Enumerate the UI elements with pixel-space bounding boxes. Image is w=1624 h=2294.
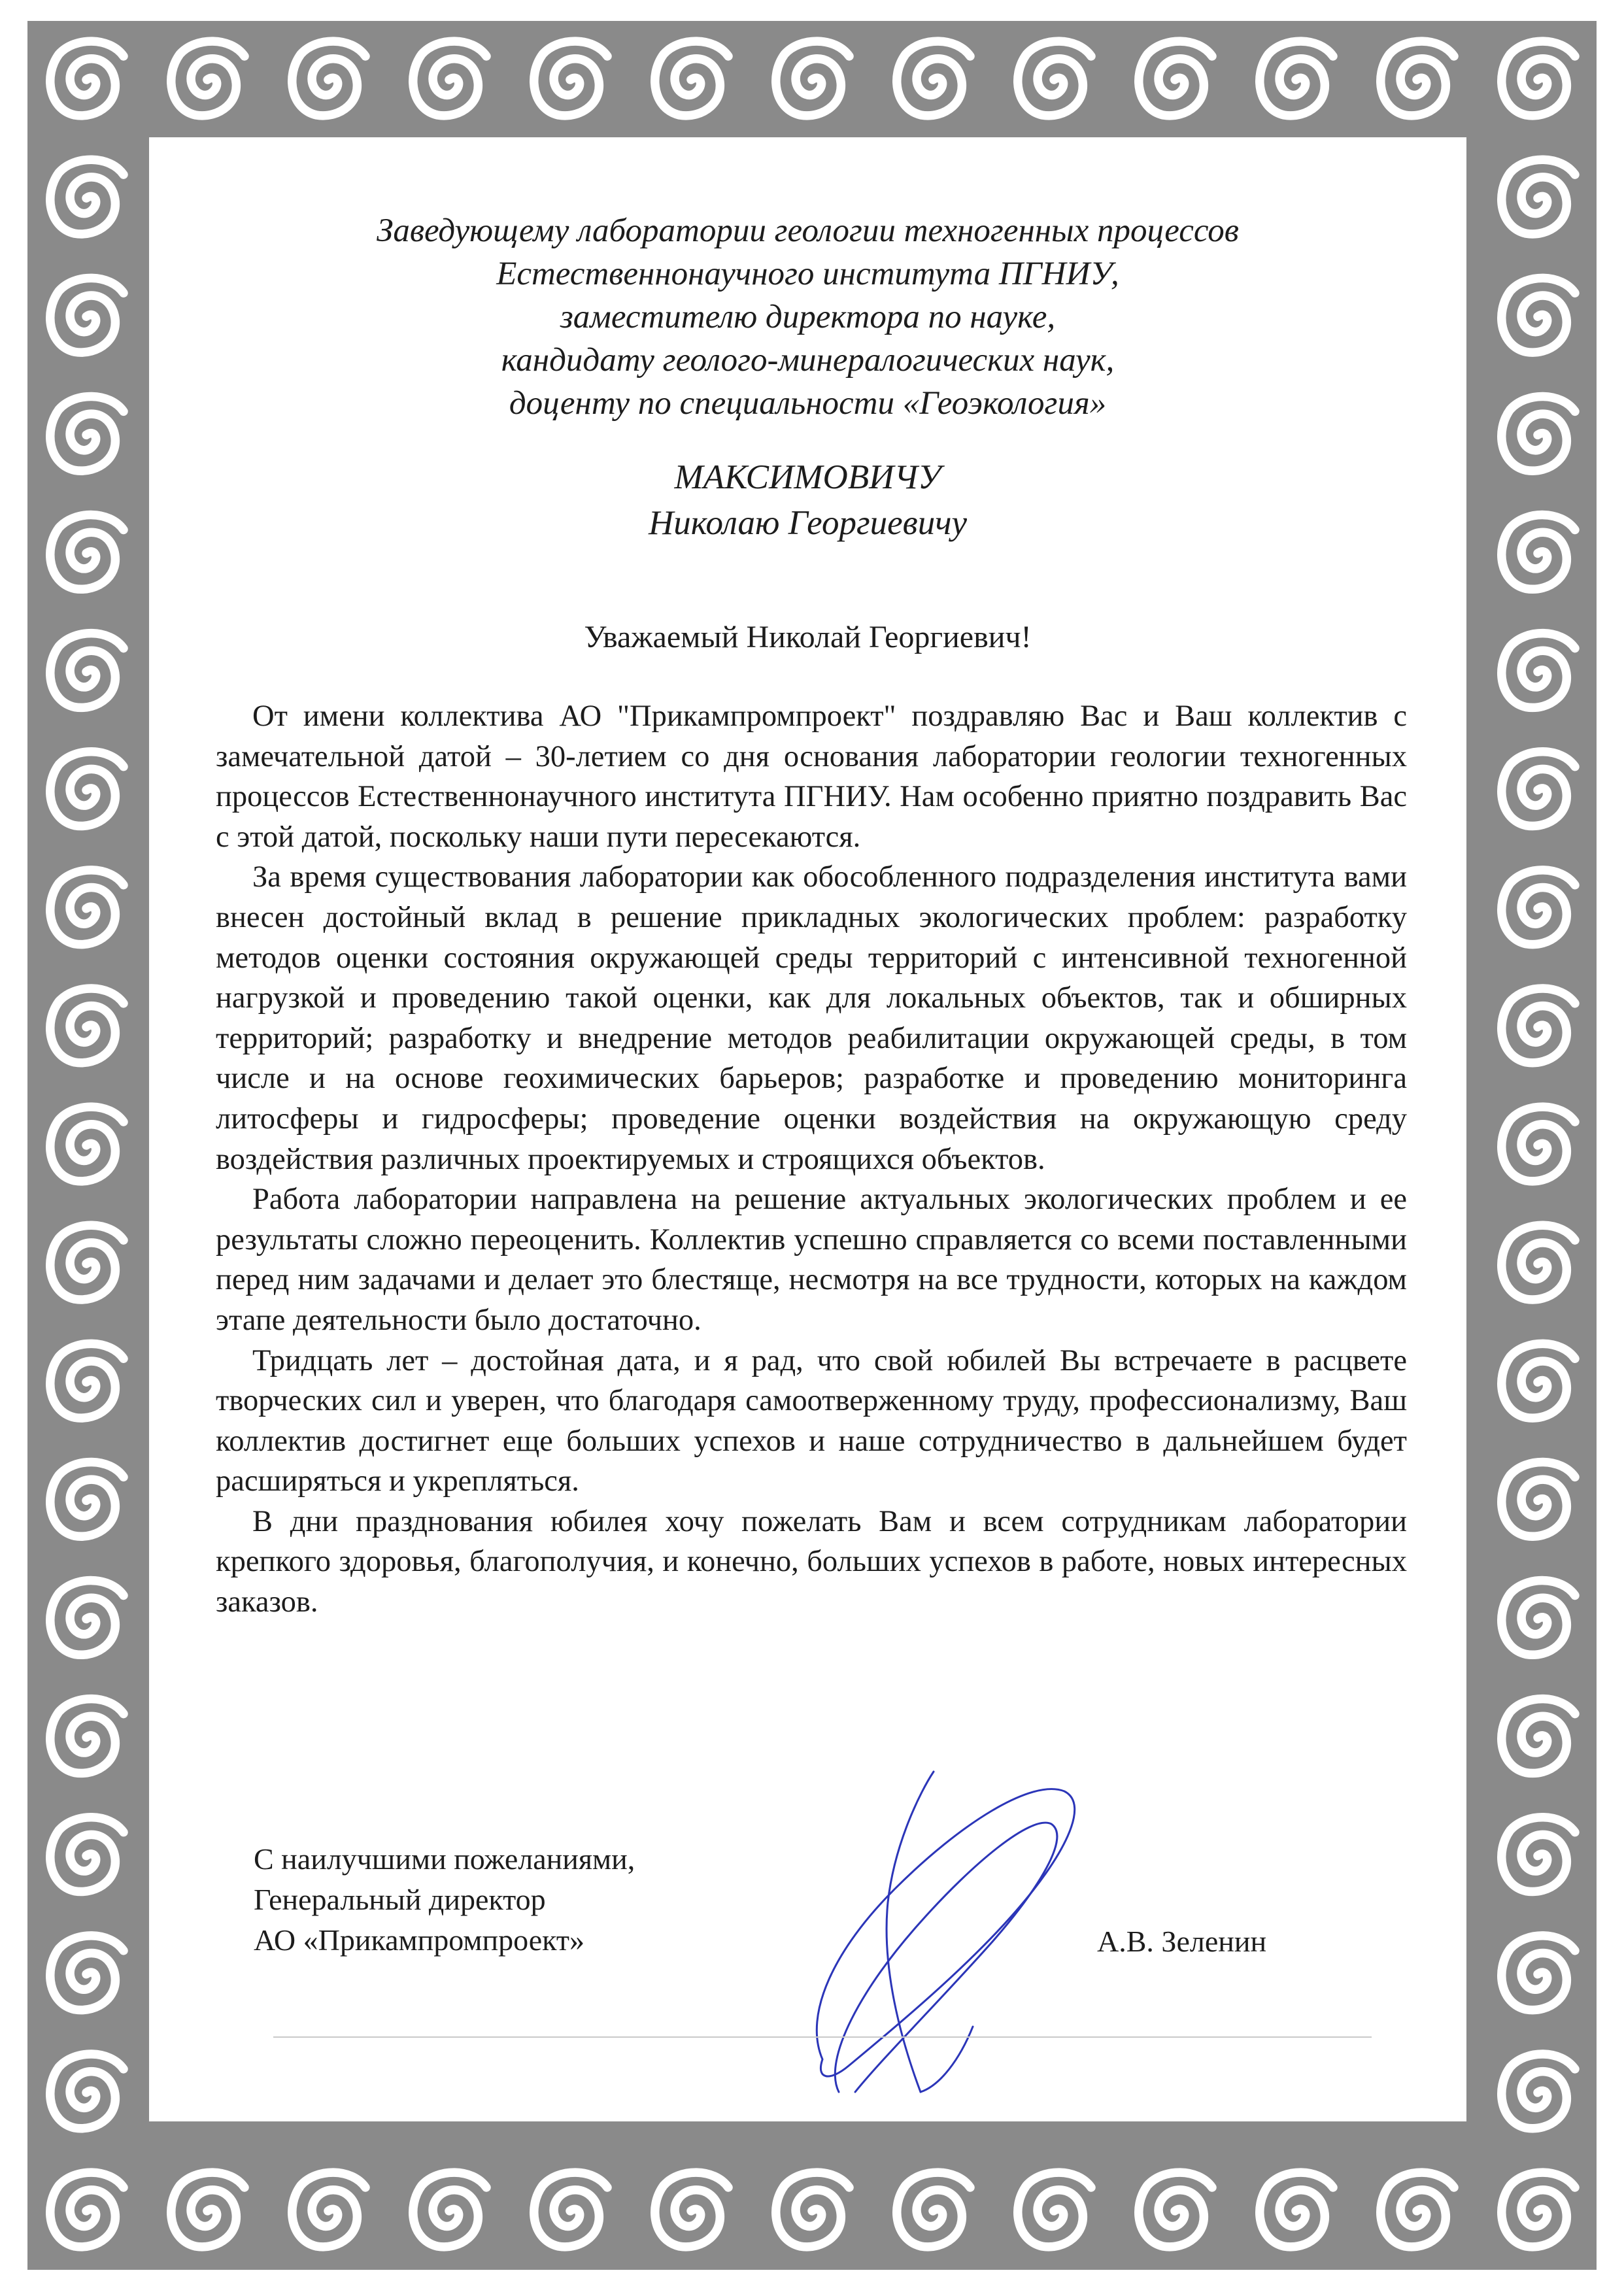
addressee-name — [149, 454, 1466, 546]
handwritten-signature — [724, 1752, 1143, 2118]
paragraph-3: Работа лаборатории направлена на решение актуальных экологических проблем и ее результаты сложно переоценить. Коллектив успешно справляется со всеми поставленными перед ним задачами и делает это блестяще, несмотря на все трудности, которых на каждом этапе деятельности было достаточно. — [216, 1183, 1407, 1337]
closing-block — [254, 1839, 635, 1961]
closing-wishes: С наилучшими пожеланиями, — [254, 1842, 635, 1876]
signer-name: А.В. Зеленин — [1097, 1925, 1267, 1958]
bottom-divider — [273, 2036, 1372, 2038]
addressee-block — [149, 209, 1466, 425]
greeting: Уважаемый Николай Георгиевич! — [584, 620, 1032, 654]
paragraph-5: В дни празднования юбилея хочу пожелать Вам и всем сотрудникам лаборатории крепкого здоровья, благополучия, и конечно, больших успехов в работе, новых интересных заказов. — [216, 1504, 1407, 1619]
paragraph-1: От имени коллектива АО "Прикампромпроект" поздравляю Вас и Ваш коллектив с замечательной датой – 30-летием со дня основания лаборатории геологии техногенных процессов Естественнонаучного института ПГНИУ. Нам особенно приятно поздравить Вас с этой датой, поскольку наши пути пересекаются. — [216, 700, 1407, 854]
signer-position: Генеральный директор — [254, 1883, 546, 1916]
addressee-line-4: кандидату геолого-минералогических наук, — [501, 342, 1115, 379]
addressee-line-1: Заведующему лаборатории геологии техногенных процессов — [377, 212, 1239, 249]
addressee-line-3: заместителю директора по науке, — [560, 299, 1056, 335]
addressee-given-names: Николаю Георгиевичу — [648, 504, 967, 542]
paragraph-4: Тридцать лет – достойная дата, и я рад, что свой юбилей Вы встречаете в расцвете творческих сил и уверен, что благодаря самоотверженному труду, профессионализму, Ваш коллектив достигнет еще больших успехов и наше сотрудничество в дальнейшем будет расширяться и укрепляться. — [216, 1343, 1407, 1498]
letter-paper — [149, 137, 1466, 2121]
letter-body — [216, 696, 1407, 1623]
paragraph-2: За время существования лаборатории как обособленного подразделения института вами внесен достойный вклад в решение прикладных экологических проблем: разработку методов оценки состояния окружающей среды территорий с интенсивной техногенной нагрузкой и проведению такой оценки, как для локальных объектов, так и обширных территорий; разработку и внедрение методов реабилитации окружающей среды, в том числе и на основе геохимических барьеров; разработке и проведению мониторинга литосферы и гидросферы; проведение оценки воздействия на окружающую среду воздействия различных проектируемых и строящихся объектов. — [216, 860, 1407, 1176]
addressee-surname: МАКСИМОВИЧУ — [674, 458, 941, 496]
signer-company: АО «Прикампромпроект» — [254, 1923, 584, 1957]
addressee-line-5: доценту по специальности «Геоэкология» — [509, 385, 1107, 422]
addressee-line-2: Естественнонаучного института ПГНИУ, — [496, 256, 1119, 292]
